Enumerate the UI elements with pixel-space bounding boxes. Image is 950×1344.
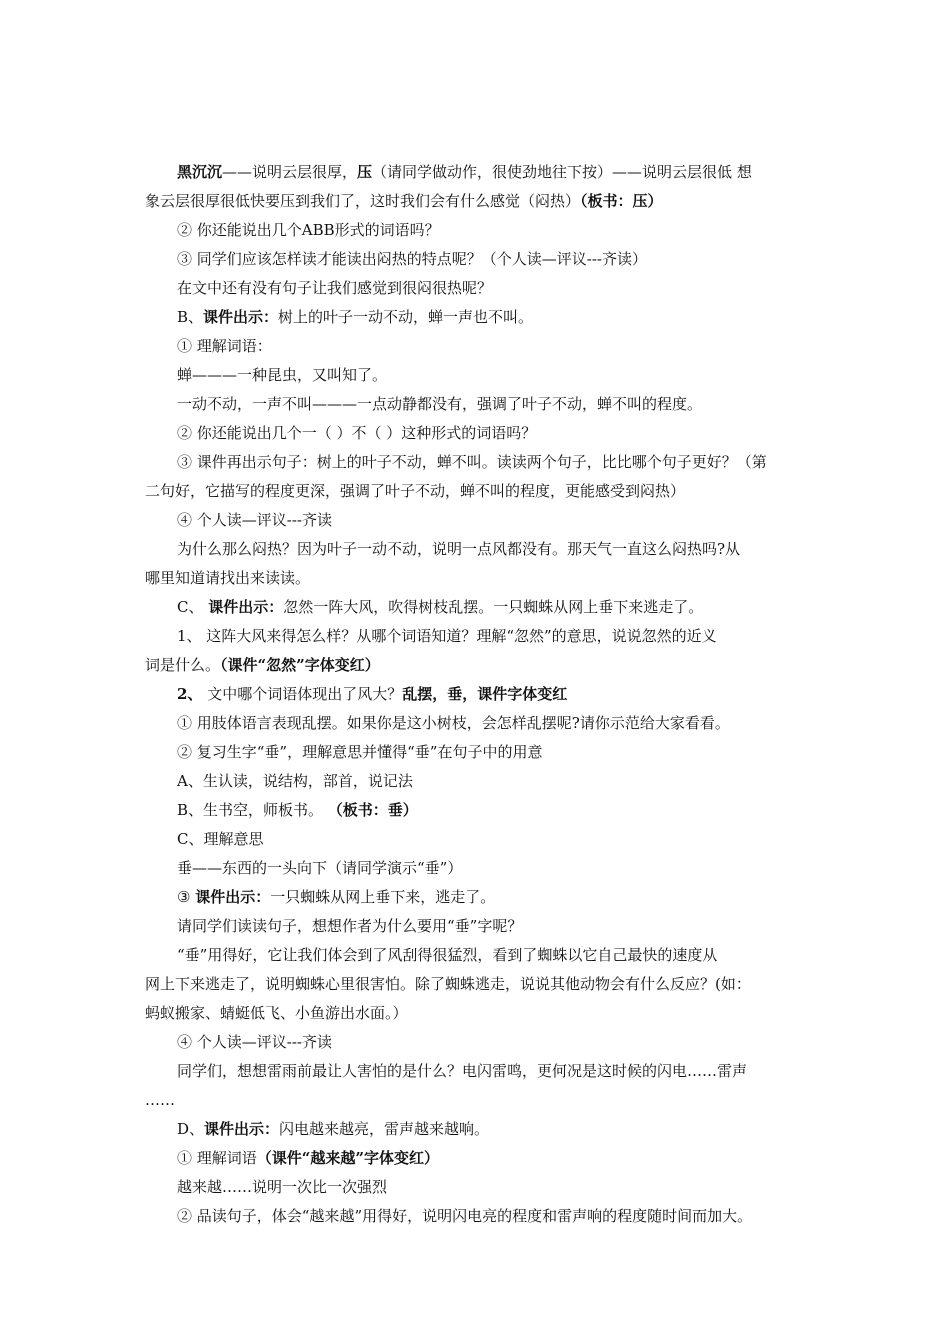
text-run: 请同学们读读句子，想想作者为什么要用“垂”字呢？ — [177, 917, 523, 935]
text-line — [145, 187, 825, 216]
text-run: B、 — [177, 308, 204, 326]
text-run: 忽然一阵大风，吹得树枝乱摆。一只蜘蛛从网上垂下来逃走了。 — [283, 598, 704, 616]
text-run: 为什么那么闷热？因为叶子一动不动，说明一点风都没有。那天气一直这么闷热吗?从 — [177, 540, 741, 558]
text-run: C、理解意思 — [177, 830, 264, 848]
text-line — [145, 332, 825, 361]
text-line — [145, 216, 825, 245]
text-line — [145, 651, 825, 680]
text-run: 蚂蚁搬家、蜻蜓低飞、小鱼游出水面。） — [145, 1004, 408, 1022]
text-line — [145, 158, 825, 187]
text-line — [145, 1202, 825, 1231]
text-line — [145, 303, 825, 332]
text-line — [145, 1173, 825, 1202]
text-line — [145, 999, 825, 1028]
text-run: “垂”用得好，它让我们体会到了风刮得很猛烈，看到了蜘蛛以它自己最快的速度从 — [177, 946, 718, 964]
text-run: 文中哪个词语体现出了风大？ — [202, 685, 403, 703]
bold-text: （课件“越来越”字体变红） — [256, 1149, 440, 1167]
text-line — [145, 970, 825, 999]
text-line — [145, 1086, 825, 1115]
text-line — [145, 622, 825, 651]
text-run: ① 理解词语： — [177, 337, 272, 355]
text-line — [145, 825, 825, 854]
bold-text: 课件出示： — [195, 888, 271, 906]
bold-text: 课件出示： — [204, 1120, 280, 1138]
text-line — [145, 709, 825, 738]
text-run: 同学们，想想雷雨前最让人害怕的是什么？电闪雷鸣，更何况是这时候的闪电……雷声 — [177, 1062, 748, 1080]
bold-text: （课件“忽然”字体变红） — [220, 656, 380, 674]
text-line — [145, 883, 825, 912]
text-line — [145, 535, 825, 564]
text-run: ③ 同学们应该怎样读才能读出闷热的特点呢？（个人读—评议---齐读） — [177, 250, 647, 268]
text-run: ④ 个人读—评议---齐读 — [177, 1033, 332, 1051]
text-run: ③ — [177, 888, 196, 906]
text-run: ——说明云层很厚， — [222, 163, 358, 181]
text-line — [145, 419, 825, 448]
bold-text: 2、 — [177, 685, 203, 703]
text-run: ② 你还能说出几个一（ ）不（ ）这种形式的词语吗？ — [177, 424, 537, 442]
text-run: 树上的叶子一动不动，蝉一声也不叫。 — [278, 308, 534, 326]
text-run: 哪里知道请找出来读读。 — [145, 569, 311, 587]
text-line — [145, 796, 825, 825]
bold-text: 课件出示： — [203, 308, 279, 326]
text-run: 词是什么。 — [145, 656, 221, 674]
text-line — [145, 245, 825, 274]
text-line — [145, 738, 825, 767]
text-line — [145, 506, 825, 535]
text-line — [145, 1028, 825, 1057]
text-line — [145, 941, 825, 970]
text-run: 一只蜘蛛从网上垂下来，逃走了。 — [270, 888, 496, 906]
text-line — [145, 361, 825, 390]
text-run: 蝉———一种昆虫，又叫知了。 — [177, 366, 388, 384]
text-run: 在文中还有没有句子让我们感觉到很闷很热呢？ — [177, 279, 493, 297]
text-line — [145, 274, 825, 303]
bold-text: （板书：压） — [580, 192, 663, 210]
text-run: ② 你还能说出几个ABB形式的词语吗？ — [177, 221, 440, 239]
text-run: 闪电越来越亮，雷声越来越响。 — [279, 1120, 490, 1138]
text-line — [145, 477, 825, 506]
text-run: 象云层很厚很低快要压到我们了，这时我们会有什么感觉（闷热） — [145, 192, 581, 210]
text-line — [145, 390, 825, 419]
text-line — [145, 593, 825, 622]
text-run: 二句好，它描写的程度更深，强调了叶子不动，蝉不叫的程度，更能感受到闷热） — [145, 482, 686, 500]
bold-text: 课件出示： — [208, 598, 284, 616]
text-run: 越来越……说明一次比一次强烈 — [177, 1178, 388, 1196]
text-line — [145, 680, 825, 709]
text-line — [145, 1115, 825, 1144]
text-run: ② 品读句子，体会“越来越”用得好，说明闪电亮的程度和雷声响的程度随时间而加大。 — [177, 1207, 753, 1225]
text-run: ① 理解词语 — [177, 1149, 257, 1167]
bold-text: （板书：垂） — [327, 801, 418, 819]
text-run: 垂——东西的一头向下（请同学演示“垂”） — [177, 859, 463, 877]
bold-text: 黑沉沉 — [177, 163, 223, 181]
text-line — [145, 767, 825, 796]
text-run: B、生书空，师板书。 — [177, 801, 328, 819]
bold-text: 乱摆，垂，课件字体变红 — [402, 685, 568, 703]
text-run: 1、 这阵大风来得怎么样？从哪个词语知道？理解“忽然”的意思，说说忽然的近义 — [177, 627, 717, 645]
text-run: A、生认读，说结构，部首，说记法 — [177, 772, 413, 790]
text-line — [145, 854, 825, 883]
text-line — [145, 1057, 825, 1086]
text-run: ① 用肢体语言表现乱摆。如果你是这小树枝，会怎样乱摆呢?请你示范给大家看看。 — [177, 714, 730, 732]
text-line — [145, 1144, 825, 1173]
bold-text: 压 — [357, 163, 373, 181]
text-run: 网上下来逃走了，说明蜘蛛心里很害怕。除了蜘蛛逃走，说说其他动物会有什么反应？(如： — [145, 975, 751, 993]
text-run: C、 — [177, 598, 209, 616]
text-run: ④ 个人读—评议---齐读 — [177, 511, 332, 529]
text-line — [145, 448, 825, 477]
text-run: ② 复习生字“垂”，理解意思并懂得“垂”在句子中的用意 — [177, 743, 543, 761]
text-run: （请同学做动作，很使劲地往下按）——说明云层很低 想 — [372, 163, 752, 181]
text-run: ③ 课件再出示句子：树上的叶子不动，蝉不叫。读读两个句子，比比哪个句子更好？（第 — [177, 453, 767, 471]
text-line — [145, 912, 825, 941]
text-run: 一动不动，一声不叫———一点动静都没有，强调了叶子不动，蝉不叫的程度。 — [177, 395, 703, 413]
text-run: D、 — [177, 1120, 205, 1138]
text-run: …… — [145, 1091, 175, 1109]
text-line — [145, 564, 825, 593]
document-body — [145, 158, 825, 1231]
